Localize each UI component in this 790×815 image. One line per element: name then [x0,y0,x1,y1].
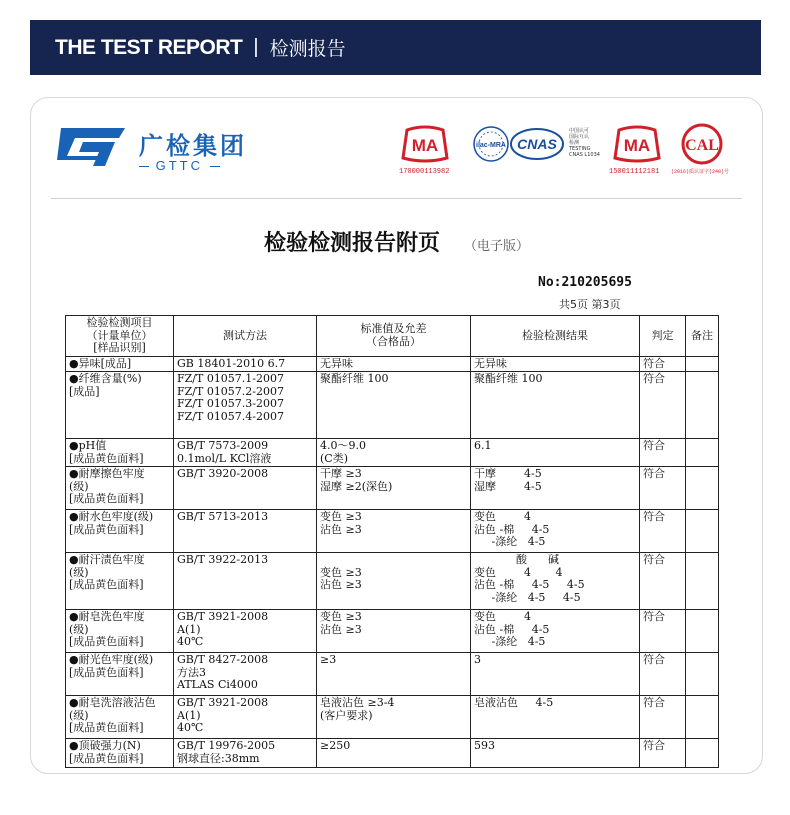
cma-label-1: MA [411,136,439,155]
table-header: 检验检测结果 [471,316,640,357]
table-cell [686,739,719,768]
table-cell: 变色 ≥3 沾色 ≥3 [317,553,471,610]
cma-number-1: 170000113982 [399,168,450,176]
cma-logo-2-icon [609,124,665,164]
cnas-side-line: 国际互认 [569,134,590,140]
table-cell: ●纤维含量(%) [成品] [66,372,174,439]
table-cell [686,653,719,696]
cnas-side-line: 中国认可 [569,128,590,134]
table-cell: GB/T 5713-2013 [174,510,317,553]
table-cell: 酸 碱 变色 4 4 沾色 -棉 4-5 4-5 -涤纶 4-5 4-5 [471,553,640,610]
cal-label: CAL [685,137,719,154]
table-cell: 符合 [640,510,686,553]
table-cell: 聚酯纤维 100 [471,372,640,439]
table-header-row [66,316,719,357]
table-header: 检验检测项目 （计量单位） [样品识别] [66,316,174,357]
banner-separator: | [253,36,259,58]
table-cell: 变色 ≥3 沾色 ≥3 [317,510,471,553]
cnas-label: CNAS [517,136,557,152]
table-cell: 符合 [640,439,686,467]
table-cell: 符合 [640,610,686,653]
banner-title-zh: 检测报告 [269,38,346,60]
table-cell: 符合 [640,356,686,372]
table-cell: 变色 ≥3 沾色 ≥3 [317,610,471,653]
report-number: No:210205695 [538,275,632,290]
table-cell [686,372,719,439]
table-cell: ●耐汗渍色牢度 (级) [成品黄色面料] [66,553,174,610]
table-cell: 变色 4 沾色 -棉 4-5 -涤纶 4-5 [471,510,640,553]
table-cell: 3 [471,653,640,696]
table-cell: ●耐皂洗色牢度 (级) [成品黄色面料] [66,610,174,653]
cnas-side-line: 检测 [569,140,580,146]
table-cell: GB/T 3920-2008 [174,467,317,510]
table-cell: GB/T 3922-2013 [174,553,317,610]
table-cell: 符合 [640,696,686,739]
table-row [66,653,719,696]
gttc-logo-icon [53,126,127,168]
table-cell [686,356,719,372]
report-subtitle: （电子版） [464,238,530,254]
table-cell: GB 18401-2010 6.7 [174,356,317,372]
table-cell: 593 [471,739,640,768]
brand-name-en-row [139,158,220,173]
table-cell [686,553,719,610]
table-row [66,510,719,553]
table-cell: ●耐摩擦色牢度 (级) [成品黄色面料] [66,467,174,510]
table-cell: 符合 [640,372,686,439]
table-cell [686,467,719,510]
table-header: 标准值及允差 （合格品） [317,316,471,357]
report-title: 检验检测报告附页 [263,231,440,256]
table-cell [686,696,719,739]
ilac-logo-icon [469,124,513,164]
cal-logo-icon [679,122,725,166]
table-cell: 无异味 [471,356,640,372]
cma-number-2: 150011112181 [609,168,660,176]
table-cell: GB/T 3921-2008 A(1) 40℃ [174,610,317,653]
table-cell: ●pH值 [成品黄色面料] [66,439,174,467]
table-header: 判定 [640,316,686,357]
report-title-row [31,226,762,257]
table-cell: FZ/T 01057.1-2007 FZ/T 01057.2-2007 FZ/T 01057.3-2007 FZ/T 01057.4-2007 [174,372,317,439]
table-cell: 符合 [640,553,686,610]
ilac-label: ilac-MRA [476,142,506,149]
table-cell: 聚酯纤维 100 [317,372,471,439]
table-cell: 符合 [640,653,686,696]
table-cell: 符合 [640,739,686,768]
table-row [66,372,719,439]
table-cell: 4.0～9.0 (C类) [317,439,471,467]
table-cell: GB/T 3921-2008 A(1) 40℃ [174,696,317,739]
table-cell: ●耐皂洗溶液沾色 (级) [成品黄色面料] [66,696,174,739]
table-cell: ≥250 [317,739,471,768]
brand-name-zh: 广检集团 [139,132,247,160]
table-cell: GB/T 7573-2009 0.1mol/L KCl溶液 [174,439,317,467]
table-row [66,356,719,372]
table-cell: GB/T 8427-2008 方法3 ATLAS Ci4000 [174,653,317,696]
cnas-logo-icon [509,126,565,162]
table-cell: GB/T 19976-2005 钢球直径:38mm [174,739,317,768]
report-pages: 共5页 第3页 [559,298,621,311]
cnas-side-line: CNAS L1034 [569,152,600,158]
brand-name-en: GTTC [155,158,204,173]
cnas-side-line: TESTING [569,146,591,152]
certification-logos [397,124,737,184]
table-row [66,610,719,653]
table-row [66,467,719,510]
table-cell: 符合 [640,467,686,510]
table-cell: 干摩 ≥3 湿摩 ≥2(深色) [317,467,471,510]
report-card [30,97,763,774]
table-cell [686,439,719,467]
page-banner [30,20,761,75]
table-cell: ●耐水色牢度(级) [成品黄色面料] [66,510,174,553]
results-table [65,315,719,768]
table-row [66,696,719,739]
table-cell [686,510,719,553]
table-cell: ≥3 [317,653,471,696]
banner-title-en: THE TEST REPORT [55,35,243,59]
table-cell: 皂液沾色 4-5 [471,696,640,739]
table-header: 测试方法 [174,316,317,357]
table-cell: 无异味 [317,356,471,372]
table-cell: 干摩 4-5 湿摩 4-5 [471,467,640,510]
table-cell: ●异味[成品] [66,356,174,372]
cma-label-2: MA [623,136,651,155]
table-cell: ●耐光色牢度(级) [成品黄色面料] [66,653,174,696]
table-cell: 变色 4 沾色 -棉 4-5 -涤纶 4-5 [471,610,640,653]
table-row [66,439,719,467]
table-row [66,553,719,610]
table-cell: 6.1 [471,439,640,467]
table-header: 备注 [686,316,719,357]
table-row [66,739,719,768]
cal-number: (2016)质认证字(240)号 [671,169,730,175]
cma-logo-icon [397,124,453,164]
table-cell [686,610,719,653]
table-cell: 皂液沾色 ≥3-4 (客户要求) [317,696,471,739]
table-cell: ●顶破强力(N) [成品黄色面料] [66,739,174,768]
cnas-side-text [569,128,600,158]
